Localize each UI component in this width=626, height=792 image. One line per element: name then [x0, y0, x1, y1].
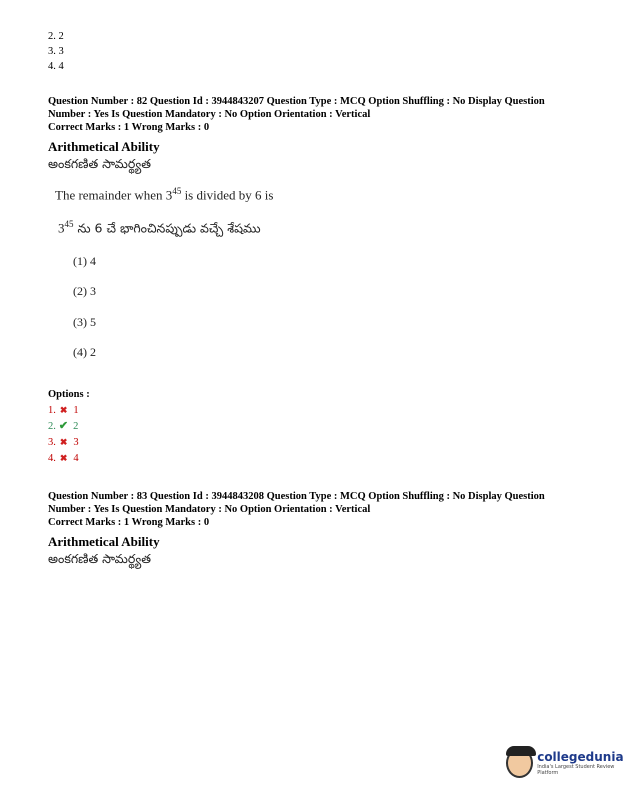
q82-option-3-number: 3. [48, 437, 56, 448]
q83-header-line2: Number : Yes Is Question Mandatory : No Option Orientation : Vertical [48, 504, 371, 515]
cross-icon: ✖ [59, 453, 68, 463]
logo-tagline: India's Largest Student Review Platform [537, 764, 615, 776]
collegedunia-logo [506, 748, 626, 778]
q82-question-pre: The remainder when 3 [55, 187, 173, 203]
q83-header [48, 490, 588, 529]
q82-option-1 [48, 404, 79, 417]
q83-marks: Correct Marks : 1 Wrong Marks : 0 [48, 517, 210, 528]
logo-brand: collegedunia [537, 750, 624, 764]
q82-option-2-number: 2. [48, 421, 56, 432]
q82-choice-2: (2) 3 [73, 284, 96, 298]
q82-option-2-value: 2 [73, 421, 79, 432]
q83-header-line1: Question Number : 83 Question Id : 3944843208 Question Type : MCQ Option Shuffling : No Display Question [48, 491, 545, 502]
logo-text [537, 750, 626, 776]
q82-choice-4: (4) 2 [73, 345, 96, 359]
q82-question-english [55, 186, 273, 203]
q82-section-title: Arithmetical Ability [48, 139, 160, 154]
q82-options-label: Options : [48, 389, 90, 400]
q82-marks: Correct Marks : 1 Wrong Marks : 0 [48, 122, 210, 133]
mascot-icon [506, 748, 533, 778]
q82-header-line2: Number : Yes Is Question Mandatory : No Option Orientation : Vertical [48, 109, 371, 120]
prev-option-2: 2. 2 [48, 31, 64, 42]
q82-option-2 [48, 420, 78, 433]
q82-question-exponent: 45 [172, 186, 182, 196]
q82-choice-1: (1) 4 [73, 254, 96, 268]
q82-option-1-number: 1. [48, 405, 56, 416]
q82-header [48, 95, 588, 134]
prev-option-3: 3. 3 [48, 46, 64, 57]
check-icon: ✔ [58, 420, 69, 432]
q82-option-3 [48, 436, 79, 449]
q82-option-4 [48, 452, 79, 465]
prev-option-4: 4. 4 [48, 61, 64, 72]
q82-option-4-value: 4 [73, 453, 79, 464]
cross-icon: ✖ [59, 437, 68, 447]
q82-choice-3: (3) 5 [73, 315, 96, 329]
cross-icon: ✖ [59, 405, 68, 415]
q82-option-1-value: 1 [73, 405, 79, 416]
q82-question-telugu [58, 219, 261, 239]
q82-header-line1: Question Number : 82 Question Id : 3944843207 Question Type : MCQ Option Shuffling : No Display Question [48, 96, 545, 107]
q83-section-title: Arithmetical Ability [48, 534, 160, 549]
q82-question-post: is divided by 6 is [181, 187, 274, 203]
q82-section-title-telugu: అంకగణిత సామర్థ్యత [48, 156, 151, 171]
q82-question-te-base: 3 [58, 220, 65, 236]
q82-question-te-rest: ను 6 చే భాగించినప్పుడు వచ్చే శేషము [73, 220, 261, 236]
q83-section-title-telugu: అంకగణిత సామర్థ్యత [48, 551, 151, 566]
q82-option-4-number: 4. [48, 453, 56, 464]
q82-option-3-value: 3 [73, 437, 79, 448]
q82-question-te-exponent: 45 [64, 219, 74, 229]
